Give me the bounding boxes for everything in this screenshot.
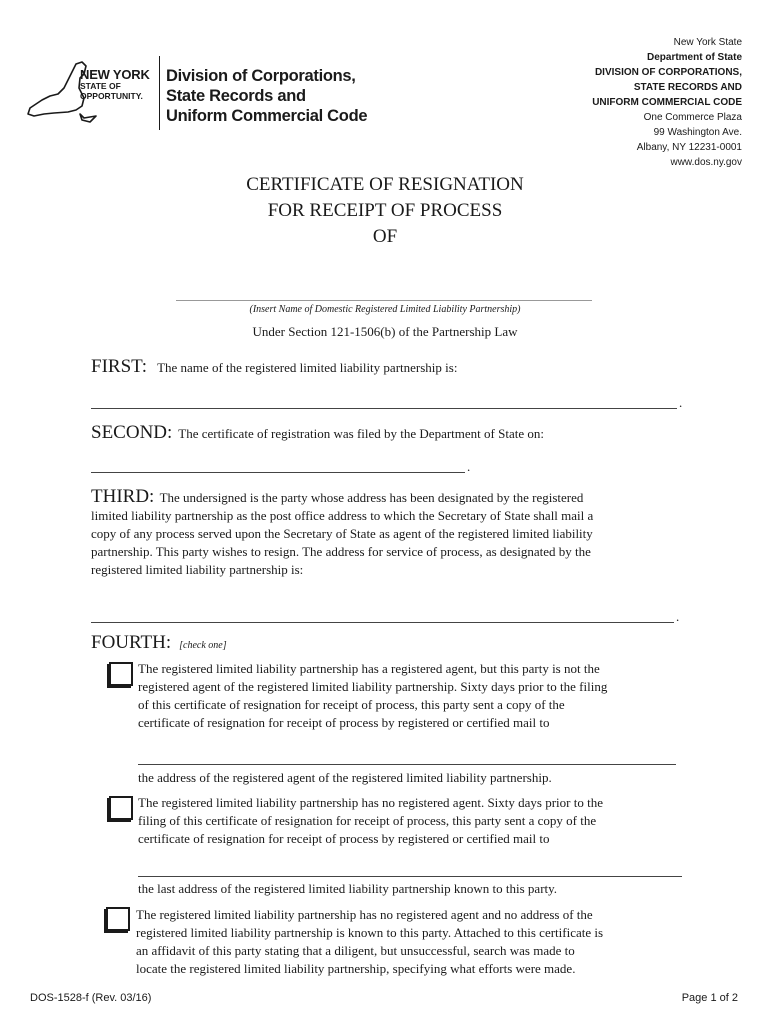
first-period: .	[679, 395, 683, 410]
partnership-name-field[interactable]	[176, 300, 592, 301]
option-2-checkbox[interactable]	[109, 796, 133, 820]
division-line-2: State Records and	[166, 87, 306, 105]
option-3-line-3: an affidavit of this party stating that a diligent, but unsuccessful, search was made to	[136, 943, 575, 958]
option-2-line-2: filing of this certificate of resignation for receipt of process, this party sent a copy of the	[138, 813, 597, 828]
division-name	[166, 66, 367, 126]
option-1-line-1: The registered limited liability partnership has a registered agent, but this party is not the	[138, 661, 600, 676]
option-3-line-4: locate the registered limited liability partnership, specifying what efforts were made.	[136, 961, 576, 976]
third-line-4: partnership. This party wishes to resign. The address for service of process, as designated by the	[91, 544, 591, 559]
option-1-checkbox[interactable]	[109, 662, 133, 686]
fourth-label: FOURTH:	[91, 632, 172, 653]
first-text: The name of the registered limited liability partnership is:	[157, 360, 458, 375]
address-line-5: UNIFORM COMMERCIAL CODE	[592, 97, 742, 108]
address-line-7: 99 Washington Ave.	[653, 127, 742, 138]
title-line-3: OF	[372, 226, 398, 247]
first-section	[91, 356, 457, 378]
logo-tagline-line-1: STATE OF	[80, 81, 121, 91]
third-line-3: copy of any process served upon the Secretary of State as agent of the registered limited liability	[91, 526, 593, 541]
address-line-3: DIVISION OF CORPORATIONS,	[594, 67, 742, 78]
third-period: .	[676, 609, 680, 624]
under-section: Under Section 121-1506(b) of the Partnership Law	[252, 324, 518, 339]
third-line-5: registered limited liability partnership is:	[91, 562, 304, 577]
logo-divider	[159, 56, 160, 130]
second-label: SECOND:	[91, 422, 173, 443]
option-2-text	[138, 794, 698, 848]
address-line-2: Department of State	[646, 52, 742, 63]
option-3-text	[136, 906, 716, 978]
title-line-2: FOR RECEIPT OF PROCESS	[267, 200, 503, 221]
fourth-section	[91, 632, 227, 654]
logo-tagline-line-2: OPPORTUNITY.	[80, 90, 143, 101]
address-line-6: One Commerce Plaza	[643, 112, 742, 123]
title-line-1: CERTIFICATE OF RESIGNATION	[246, 174, 524, 195]
page-number: Page 1 of 2	[681, 992, 738, 1004]
division-line-3: Uniform Commercial Code	[166, 107, 368, 125]
address-line-1: New York State	[673, 37, 742, 48]
second-text: The certificate of registration was filed by the Department of State on:	[178, 426, 544, 441]
logo-tagline	[80, 82, 143, 101]
option-1-line-2: registered agent of the registered limited liability partnership. Sixty days prior to the filing	[138, 679, 608, 694]
third-label: THIRD:	[91, 486, 155, 507]
third-section	[91, 488, 691, 579]
name-instruction: (Insert Name of Domestic Registered Limited Liability Partnership)	[249, 304, 521, 315]
option-3-line-2: registered limited liability partnership is known to this party. Attached to this certificate is	[136, 925, 604, 940]
third-text-1: The undersigned is the party whose address has been designated by the registered	[159, 490, 584, 505]
division-line-1: Division of Corporations,	[166, 67, 356, 85]
second-section	[91, 422, 544, 444]
first-label: FIRST:	[91, 356, 148, 377]
option-1-line-4: certificate of resignation for receipt of process by registered or certified mail to	[138, 715, 550, 730]
option-1-line-3: of this certificate of resignation for receipt of process, this party sent a copy of the	[138, 697, 565, 712]
address-line-4: STATE RECORDS AND	[633, 82, 742, 93]
second-answer-field[interactable]	[91, 472, 465, 473]
option-3-line-1: The registered limited liability partnership has no registered agent and no address of the	[136, 907, 593, 922]
third-line-1	[91, 488, 691, 507]
option-3-checkbox[interactable]	[106, 907, 130, 931]
option-2-after: the last address of the registered limited liability partnership known to this party.	[138, 881, 558, 896]
third-line-2: limited liability partnership as the post office address to which the Secretary of State shall mail a	[91, 508, 594, 523]
form-id: DOS-1528-f (Rev. 03/16)	[30, 992, 152, 1004]
option-1-address-field[interactable]	[138, 764, 676, 765]
first-answer-field[interactable]	[91, 408, 677, 409]
document-title	[0, 172, 770, 250]
fourth-instruction: [check one]	[179, 640, 227, 651]
option-2-address-field[interactable]	[138, 876, 682, 877]
option-1-text	[138, 660, 698, 732]
logo-state-name: NEW YORK	[80, 67, 150, 82]
address-line-8: Albany, NY 12231-0001	[636, 142, 742, 153]
third-answer-field[interactable]	[91, 622, 674, 623]
option-1-after: the address of the registered agent of the registered limited liability partnership.	[138, 770, 552, 785]
option-2-line-3: certificate of resignation for receipt of process by registered or certified mail to	[138, 831, 550, 846]
website-link[interactable]: www.dos.ny.gov	[670, 157, 742, 168]
second-period: .	[467, 459, 471, 474]
option-2-line-1: The registered limited liability partnership has no registered agent. Sixty days prior to the	[138, 795, 603, 810]
department-address	[592, 35, 742, 170]
